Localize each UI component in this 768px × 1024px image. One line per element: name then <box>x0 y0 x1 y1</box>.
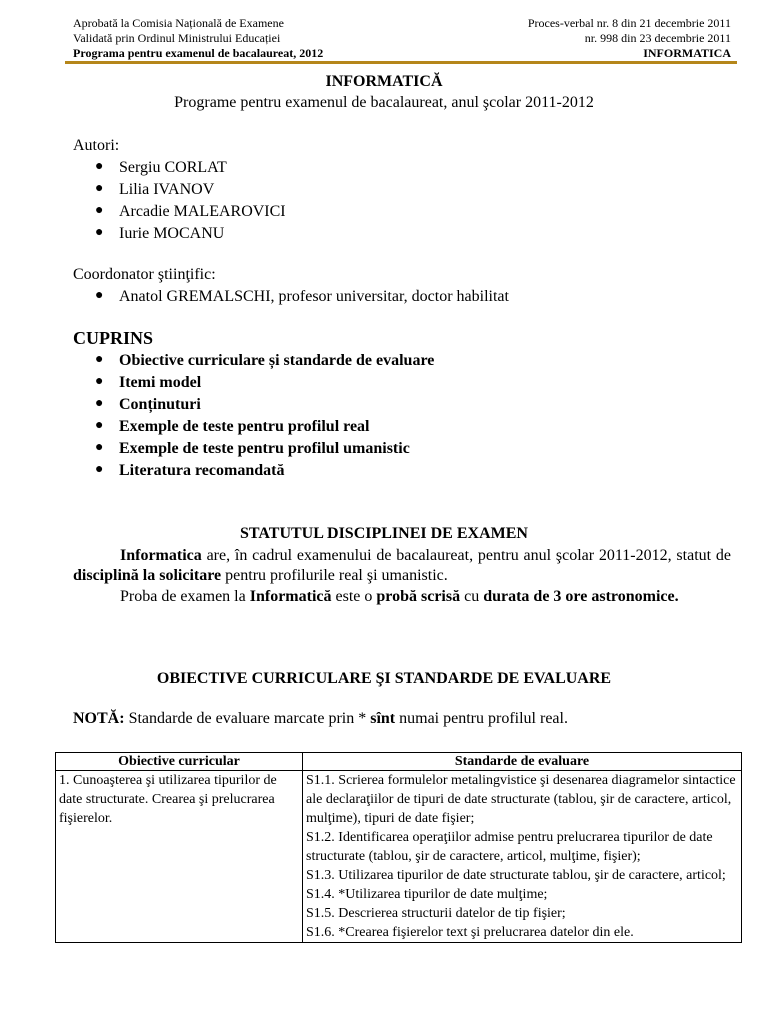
contents-item: ● Conținuturi <box>95 396 201 413</box>
status-heading: STATUTUL DISCIPLINEI DE EXAMEN <box>240 525 528 542</box>
table-header-row <box>56 753 742 771</box>
header-program-title: Programa pentru examenul de bacalaureat, 2012 <box>73 46 324 60</box>
standard-item: S1.6. *Crearea fişierelor text şi prelucrarea datelor din ele. <box>306 925 634 940</box>
document-title: INFORMATICĂ <box>325 73 443 90</box>
note-paragraph: NOTĂ: Standarde de evaluare marcate prin * sînt numai pentru profilul real. <box>73 710 568 727</box>
standard-item: S1.1. Scrierea formulelor metalingvistice şi desenarea diagramelor sintactice ale declaraţiilor de tipuri de date structurate (tablou, şir de caractere, articol, mulţime), tipuri de date fişier; <box>306 773 736 826</box>
objective-cell: 1. Cunoaşterea şi utilizarea tipurilor de date structurate. Crearea şi prelucrarea fişierelor. <box>56 771 303 943</box>
bullet-icon: ● <box>95 288 104 303</box>
bullet-icon: ● <box>95 462 104 477</box>
standard-item: S1.2. Identificarea operaţiilor admise pentru prelucrarea tipurilor de date structurate (tablou, şir de caractere, articol, mulţime, fişier); <box>306 830 713 864</box>
bullet-icon: ● <box>95 418 104 433</box>
contents-item: ● Itemi model <box>95 374 202 391</box>
contents-item: ● Obiective curriculare și standarde de evaluare <box>95 352 435 369</box>
page-header <box>73 16 731 61</box>
document-subtitle: Programe pentru examenul de bacalaureat, anul şcolar 2011-2012 <box>174 94 594 111</box>
column-header-objectives: Obiective curricular <box>56 753 303 771</box>
authors-label: Autori: <box>73 137 120 154</box>
header-approval: Aprobată la Comisia Națională de Examene <box>73 16 284 30</box>
bullet-icon: ● <box>95 352 104 367</box>
bullet-icon: ● <box>95 396 104 411</box>
standard-item: S1.5. Descrierea structurii datelor de tip fişier; <box>306 906 566 921</box>
note-label: NOTĂ: <box>73 710 125 727</box>
header-subject: INFORMATICA <box>643 46 731 60</box>
bullet-icon: ● <box>95 181 104 196</box>
bullet-icon: ● <box>95 374 104 389</box>
author-item: ● Lilia IVANOV <box>95 181 215 198</box>
coordinator-label: Coordonator ştiinţific: <box>73 266 216 283</box>
header-row-3 <box>73 46 731 61</box>
standard-item: S1.4. *Utilizarea tipurilor de date mulţime; <box>306 887 548 902</box>
author-item: ● Iurie MOCANU <box>95 225 225 242</box>
objectives-heading: OBIECTIVE CURRICULARE ŞI STANDARDE DE EVALUARE <box>156 670 612 687</box>
contents-item: ● Exemple de teste pentru profilul real <box>95 418 370 435</box>
standards-cell <box>303 771 742 943</box>
status-paragraph-2: Proba de examen la Informatică este o probă scrisă cu durata de 3 ore astronomice. <box>120 588 679 605</box>
subject-name: Informatica <box>120 547 202 564</box>
header-validation: Validată prin Ordinul Ministrului Educației <box>73 31 281 45</box>
bullet-icon: ● <box>95 203 104 218</box>
contents-item: ● Literatura recomandată <box>95 462 285 479</box>
coordinator-item: ● Anatol GREMALSCHI, profesor universitar, doctor habilitat <box>95 288 509 305</box>
header-divider <box>65 61 737 64</box>
header-row-2 <box>73 31 731 46</box>
bullet-icon: ● <box>95 440 104 455</box>
header-minutes: Proces-verbal nr. 8 din 21 decembrie 2011 <box>527 16 731 30</box>
author-item: ● Sergiu CORLAT <box>95 159 227 176</box>
status-term: disciplină la solicitare <box>73 567 222 584</box>
contents-item: ● Exemple de teste pentru profilul umanistic <box>95 440 410 457</box>
bullet-icon: ● <box>95 225 104 240</box>
header-row-1 <box>73 16 731 31</box>
objectives-table <box>55 752 742 943</box>
contents-heading: CUPRINS <box>73 328 154 348</box>
status-paragraph-1: Informatica are, în cadrul examenului de bacalaureat, pentru anul şcolar 2011-2012, statut de disciplină la solicitare pentru profilurile real şi umanistic. <box>73 547 731 584</box>
author-item: ● Arcadie MALEAROVICI <box>95 203 286 220</box>
standard-item: S1.3. Utilizarea tipurilor de date structurate tablou, şir de caractere, articol; <box>306 868 726 883</box>
table-row <box>56 771 742 943</box>
bullet-icon: ● <box>95 159 104 174</box>
header-order-number: nr. 998 din 23 decembrie 2011 <box>584 31 731 45</box>
column-header-standards: Standarde de evaluare <box>303 753 742 771</box>
